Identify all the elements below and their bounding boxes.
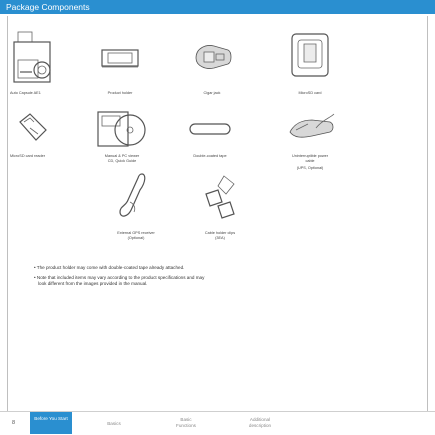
page-number: 8 [12,420,16,426]
tab-basics-label: Basics [107,421,121,426]
ups-cable-image [286,110,336,144]
tab-additional-description-line1: Additional [249,417,271,422]
microsd-card-image [290,32,330,78]
tab-before-you-start-line2: Start [58,416,68,421]
cigar-jack-label: Cigar jack [203,91,221,95]
ups-cable-label: Uninterruptible power [291,154,329,158]
tab-basic-functions[interactable] [164,417,208,429]
tab-before-you-start-line1: Before You [34,416,57,421]
auto-capsule-image [10,32,54,88]
manual-label: Manual & PC viewer [104,154,140,158]
tab-before-you-start[interactable] [30,412,72,434]
double-coated-tape-image [188,122,232,136]
cigar-jack-image [192,40,232,74]
gps-receiver-image [116,172,152,222]
tab-additional-description[interactable] [236,417,284,429]
tab-additional-description-line2: description [248,423,272,428]
tab-basic-functions-line2: Functions [176,423,196,428]
section-title: Package Components [6,2,90,12]
note-product-holder: • The product holder may come with double-coated tape already attached. [34,265,185,270]
manual-sublabel: CD, Quick Guide [107,159,137,163]
cable-holder-clips-label: Cable holder clips [204,231,236,235]
manual-cd-image [96,110,152,148]
note-items-vary-continued: look different from the images provided in the manual. [38,281,148,286]
product-holder-label: Product holder [107,91,133,95]
tab-basics[interactable] [94,421,134,427]
auto-capsule-label: Auto Capsule AE1 [10,91,41,95]
cable-holder-clips-image [200,172,240,224]
microsd-card-reader-label: MicroSD card reader [10,154,46,158]
tab-basic-functions-line1: Basic [180,417,192,422]
gps-receiver-label: External GPS receiver [117,231,155,235]
ups-cable-optional-label: (UPS, Optional) [296,166,324,170]
note-items-vary: • Note that included items may vary according to the product specifications and may [34,275,205,280]
ups-cable-sublabel: cable [305,159,315,163]
gps-receiver-sublabel: (Optional) [127,236,145,240]
double-coated-tape-label: Double-coated tape [193,154,227,158]
section-header-bar [0,0,435,14]
product-holder-image [100,48,140,70]
footer-navigation [0,411,435,435]
microsd-card-reader-image [16,112,50,142]
microsd-card-label: MicroSD card [298,91,322,95]
cable-holder-clips-sublabel: (3EA) [215,236,225,240]
